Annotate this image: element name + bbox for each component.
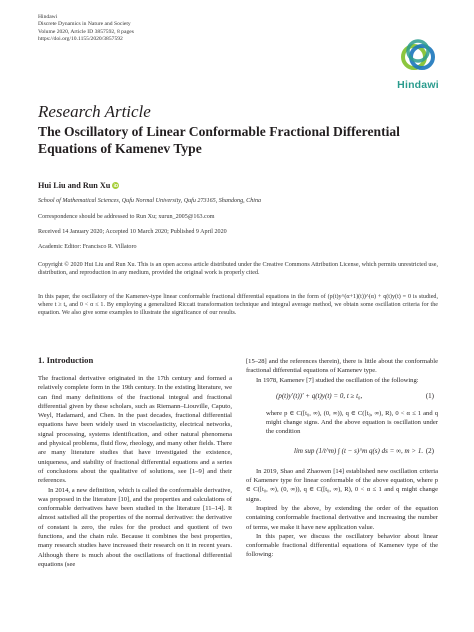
publication-dates: Received 14 January 2020; Accepted 10 March 2020; Published 9 April 2020 [38,229,227,235]
hindawi-logo-icon [398,37,438,77]
equation-body: (p(t)y′(t))′ + q(t)y(t) = 0, t ≥ t₀, [276,391,363,400]
paragraph: In this paper, we discuss the oscillatory behavior about linear conformable fractional differential equations of Kamenev type of the following: [246,532,438,559]
brand-name: Hindawi [397,79,439,91]
authors: Hui Liu and Run Xu [38,181,111,190]
paragraph: [15–28] and the references therein), there is little about the conformable fractional differential equations of Kamenev type. [246,358,438,375]
paragraph: The fractional derivative originated in the 17th century and formed a relatively complete form in the 19th century. In the existing literature, we can find many definitions of the fractional integral and fractional differential given by these scholars, such as Riemann–Liouville, Caputo, Weyl, Hadamard, and Chen. In the past decades, fractional differential equations have been widely used in viscoelasticity, electrical networks, signal processing, systems identification, and other natural phenomena and physical problems, fluid flow, rheology, and many other fields. There are many literature studies that have investigated the existence, uniqueness, and stability of fractional differential equations and a series of conclusions about the qualitative of solutions, see [1–9] and their references. [38,375,232,485]
equation-number: (1) [425,391,434,400]
journal-info [38,14,134,43]
equation-number: (2) [425,446,434,455]
section-heading: 1. Introduction [38,355,94,365]
equation-2 [246,440,438,464]
paper-title: The Oscillatory of Linear Conformable Fractional Differential Equations of Kamenev Type [38,124,400,156]
paragraph: In 2019, Shao and Zhaowen [14] established new oscillation criteria of Kamenev type for linear conformable of the above equation, where p ∈ C([t₀, ∞), (0, ∞)), q ∈ C([t₀, ∞), R), 0 < α ≤ 1 and q might change signs. [246,467,438,503]
equation-body: lim sup (1/t^m) ∫ (t − s)^m q(s) ds = ∞, m > 1. [294,446,424,455]
paragraph: In 2014, a new definition, which is called the conformable derivative, was proposed in the literature [10], and the properties and calculations of conformable derivatives have been studied in the literature [11–14]. It almost satisfied all the properties of the normal derivative: the derivative of constant is zero, the rules for the product and quotient of two functions, and the chain rule. Because it combines the best properties, many research studies have increased their research on it in recent years. Although there is much about the oscillations of fractional differential equations (see [38,486,232,568]
equation-1 [246,388,438,406]
left-column [38,374,232,569]
paragraph: In 1978, Kamenev [7] studied the oscillation of the following: [256,376,419,384]
paragraph: Inspired by the above, by extending the order of the equation containing conformable fractional derivative and increasing the number of terms, we make it have new application value. [246,504,438,531]
abstract: In this paper, the oscillatory of the Kamenev-type linear conformable fractional differential equations in the form of (p(t)y^(α+1)(t))^(α) + q(t)y(t) = 0 is studied, where t ≥ t₀ and 0 < α ≤ 1. By employing a generalized Riccati transformation technique and integral average method, we obtain some oscillation criteria for the equation. We also give some examples to illustrate the significance of our results. [38,294,438,316]
author-line [38,181,119,190]
academic-editor: Academic Editor: Francisco R. Villatoro [38,244,137,250]
affiliation: School of Mathematical Sciences, Qufu Normal University, Qufu 273165, Shandong, China [38,198,262,204]
correspondence: Correspondence should be addressed to Run Xu; xurun_2005@163.com [38,214,215,220]
article-type: Research Article [38,102,151,121]
copyright-notice: Copyright © 2020 Hui Liu and Run Xu. This is an open access article distributed under the Creative Commons Attribution License, which permits unrestricted use, distribution, and reproduction in any medium, provided the original work is properly cited. [38,262,438,276]
paragraph: where p ∈ C([t₀, ∞), (0, ∞)), q ∈ C([t₀, ∞), R), 0 < α ≤ 1 and q might change signs. And the above equation is oscillation under the condition [266,409,438,436]
right-column [246,357,438,560]
orcid-icon[interactable]: iD [113,183,119,188]
doi-link[interactable]: https://doi.org/10.1155/2020/3857592 [38,35,123,42]
volume-line: Volume 2020, Article ID 3857592, 8 pages [38,28,134,35]
journal-name: Discrete Dynamics in Nature and Society [38,21,131,28]
publisher-name: Hindawi [38,14,58,20]
